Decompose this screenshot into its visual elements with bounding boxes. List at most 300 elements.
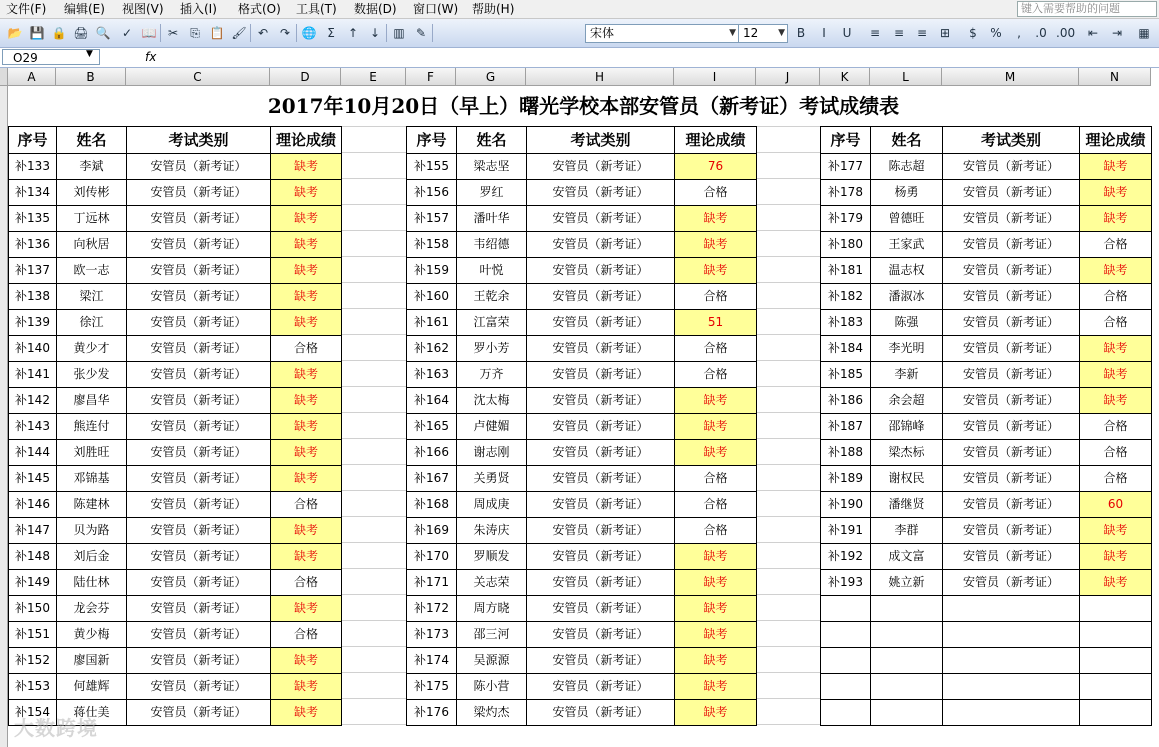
table-cell[interactable]: 安管员（新考证）: [942, 387, 1080, 414]
menu-1[interactable]: 文件(F): [6, 2, 47, 16]
table-cell[interactable]: 梁杰标: [870, 439, 943, 466]
table-cell[interactable]: 王乾余: [456, 283, 527, 310]
empty-cell[interactable]: [1079, 647, 1152, 674]
score-cell[interactable]: 缺考: [674, 595, 757, 622]
table-cell[interactable]: 补168: [406, 491, 457, 518]
table-cell[interactable]: 安管员（新考证）: [126, 673, 271, 700]
table-cell[interactable]: 补176: [406, 699, 457, 726]
spelling-icon[interactable]: ✓: [121, 26, 133, 40]
table-cell[interactable]: 补169: [406, 517, 457, 544]
table-cell[interactable]: 潘继贤: [870, 491, 943, 518]
table-cell[interactable]: 温志权: [870, 257, 943, 284]
menu-2[interactable]: 编辑(E): [64, 2, 105, 16]
table-cell[interactable]: 谢权民: [870, 465, 943, 492]
table-cell[interactable]: 补134: [8, 179, 57, 206]
table-cell[interactable]: 补162: [406, 335, 457, 362]
table-cell[interactable]: 安管员（新考证）: [526, 673, 675, 700]
table-cell[interactable]: 安管员（新考证）: [942, 465, 1080, 492]
table-cell[interactable]: 江富荣: [456, 309, 527, 336]
table-cell[interactable]: 徐江: [56, 309, 127, 336]
table-cell[interactable]: 补159: [406, 257, 457, 284]
align-right-icon[interactable]: ≡: [916, 26, 928, 40]
score-cell[interactable]: 合格: [1079, 465, 1152, 492]
table-cell[interactable]: 安管员（新考证）: [126, 595, 271, 622]
column-header-J[interactable]: J: [756, 68, 820, 86]
score-cell[interactable]: 缺考: [1079, 387, 1152, 414]
column-header-H[interactable]: H: [526, 68, 674, 86]
table-cell[interactable]: 陈建林: [56, 491, 127, 518]
table-cell[interactable]: 李新: [870, 361, 943, 388]
empty-cell[interactable]: [870, 647, 943, 674]
table-cell[interactable]: 安管员（新考证）: [526, 517, 675, 544]
name-box-dropdown-icon[interactable]: ▼: [86, 49, 93, 59]
open-icon[interactable]: 📂: [7, 26, 23, 40]
table-cell[interactable]: 罗小芳: [456, 335, 527, 362]
table-cell[interactable]: 补175: [406, 673, 457, 700]
decrease-indent-icon[interactable]: ⇤: [1087, 26, 1099, 40]
table-cell[interactable]: 补189: [820, 465, 871, 492]
table-cell[interactable]: 李群: [870, 517, 943, 544]
table-cell[interactable]: 安管员（新考证）: [526, 699, 675, 726]
table-cell[interactable]: 安管员（新考证）: [126, 205, 271, 232]
table-cell[interactable]: 补179: [820, 205, 871, 232]
table-cell[interactable]: 安管员（新考证）: [526, 465, 675, 492]
table-cell[interactable]: 成文富: [870, 543, 943, 570]
score-cell[interactable]: 缺考: [1079, 517, 1152, 544]
empty-cell[interactable]: [942, 647, 1080, 674]
format-painter-icon[interactable]: 🖌: [231, 26, 247, 40]
empty-cell[interactable]: [870, 699, 943, 726]
score-cell[interactable]: 合格: [1079, 283, 1152, 310]
score-cell[interactable]: 缺考: [270, 179, 342, 206]
table-cell[interactable]: 补180: [820, 231, 871, 258]
score-cell[interactable]: 合格: [1079, 309, 1152, 336]
table-cell[interactable]: 安管员（新考证）: [942, 543, 1080, 570]
table-cell[interactable]: 补156: [406, 179, 457, 206]
table-cell[interactable]: 补143: [8, 413, 57, 440]
score-cell[interactable]: 缺考: [1079, 257, 1152, 284]
score-cell[interactable]: 缺考: [1079, 569, 1152, 596]
increase-decimal-icon[interactable]: .0: [1035, 26, 1047, 40]
table-cell[interactable]: 陈志超: [870, 153, 943, 180]
autosum-icon[interactable]: Σ: [327, 26, 335, 40]
table-cell[interactable]: 万齐: [456, 361, 527, 388]
table-cell[interactable]: 安管员（新考证）: [942, 283, 1080, 310]
align-center-icon[interactable]: ≡: [893, 26, 905, 40]
table-cell[interactable]: 安管员（新考证）: [942, 439, 1080, 466]
empty-cell[interactable]: [1079, 699, 1152, 726]
table-cell[interactable]: 补139: [8, 309, 57, 336]
table-cell[interactable]: 丁远林: [56, 205, 127, 232]
score-cell[interactable]: 缺考: [674, 413, 757, 440]
score-cell[interactable]: 缺考: [674, 257, 757, 284]
empty-cell[interactable]: [942, 595, 1080, 622]
column-header-C[interactable]: C: [126, 68, 270, 86]
table-cell[interactable]: 刘胜旺: [56, 439, 127, 466]
empty-cell[interactable]: [870, 673, 943, 700]
table-cell[interactable]: 安管员（新考证）: [526, 569, 675, 596]
table-cell[interactable]: 安管员（新考证）: [526, 387, 675, 414]
menu-4[interactable]: 插入(I): [180, 2, 217, 16]
table-cell[interactable]: 补138: [8, 283, 57, 310]
table-cell[interactable]: 余会超: [870, 387, 943, 414]
table-cell[interactable]: 姚立新: [870, 569, 943, 596]
table-cell[interactable]: 周方晓: [456, 595, 527, 622]
table-cell[interactable]: 安管员（新考证）: [126, 153, 271, 180]
column-header-E[interactable]: E: [341, 68, 406, 86]
score-cell[interactable]: 缺考: [270, 699, 342, 726]
score-cell[interactable]: 缺考: [674, 673, 757, 700]
score-cell[interactable]: 缺考: [674, 647, 757, 674]
table-cell[interactable]: 补161: [406, 309, 457, 336]
score-cell[interactable]: 缺考: [270, 647, 342, 674]
table-cell[interactable]: 罗红: [456, 179, 527, 206]
table-cell[interactable]: 补135: [8, 205, 57, 232]
table-cell[interactable]: 补140: [8, 335, 57, 362]
table-cell[interactable]: 补136: [8, 231, 57, 258]
paste-icon[interactable]: 📋: [209, 26, 225, 40]
score-cell[interactable]: 缺考: [270, 309, 342, 336]
comma-icon[interactable]: ,: [1017, 26, 1021, 40]
column-header-A[interactable]: A: [8, 68, 56, 86]
table-cell[interactable]: 安管员（新考证）: [526, 231, 675, 258]
table-cell[interactable]: 李斌: [56, 153, 127, 180]
score-cell[interactable]: 缺考: [270, 257, 342, 284]
table-cell[interactable]: 安管员（新考证）: [126, 361, 271, 388]
score-cell[interactable]: 缺考: [270, 673, 342, 700]
score-cell[interactable]: 缺考: [674, 543, 757, 570]
table-cell[interactable]: 关勇贤: [456, 465, 527, 492]
table-cell[interactable]: 补186: [820, 387, 871, 414]
save-icon[interactable]: 💾: [29, 26, 45, 40]
table-cell[interactable]: 安管员（新考证）: [526, 413, 675, 440]
table-cell[interactable]: 补152: [8, 647, 57, 674]
table-cell[interactable]: 安管员（新考证）: [526, 361, 675, 388]
score-cell[interactable]: 缺考: [270, 413, 342, 440]
table-cell[interactable]: 补158: [406, 231, 457, 258]
table-cell[interactable]: 安管员（新考证）: [126, 621, 271, 648]
redo-icon[interactable]: ↷: [279, 26, 291, 40]
table-cell[interactable]: 补184: [820, 335, 871, 362]
score-cell[interactable]: 缺考: [270, 205, 342, 232]
table-cell[interactable]: 黄少梅: [56, 621, 127, 648]
table-cell[interactable]: 沈太梅: [456, 387, 527, 414]
fx-icon[interactable]: fx: [145, 50, 157, 64]
menu-6[interactable]: 工具(T): [296, 2, 337, 16]
table-cell[interactable]: 安管员（新考证）: [126, 465, 271, 492]
merge-center-icon[interactable]: ⊞: [939, 26, 951, 40]
table-cell[interactable]: 补181: [820, 257, 871, 284]
help-search-input[interactable]: 键入需要帮助的问题: [1017, 1, 1157, 17]
score-cell[interactable]: 合格: [270, 569, 342, 596]
table-cell[interactable]: 安管员（新考证）: [942, 491, 1080, 518]
table-cell[interactable]: 安管员（新考证）: [526, 283, 675, 310]
empty-cell[interactable]: [1079, 621, 1152, 648]
table-cell[interactable]: 安管员（新考证）: [526, 621, 675, 648]
table-cell[interactable]: 安管员（新考证）: [942, 517, 1080, 544]
empty-cell[interactable]: [820, 673, 871, 700]
table-cell[interactable]: 补167: [406, 465, 457, 492]
score-cell[interactable]: 合格: [1079, 231, 1152, 258]
empty-cell[interactable]: [870, 621, 943, 648]
undo-icon[interactable]: ↶: [257, 26, 269, 40]
table-cell[interactable]: 安管员（新考证）: [942, 361, 1080, 388]
table-cell[interactable]: 王家武: [870, 231, 943, 258]
table-cell[interactable]: 朱涛庆: [456, 517, 527, 544]
score-cell[interactable]: 缺考: [270, 361, 342, 388]
score-cell[interactable]: 76: [674, 153, 757, 180]
table-cell[interactable]: 熊连付: [56, 413, 127, 440]
table-cell[interactable]: 潘淑冰: [870, 283, 943, 310]
table-cell[interactable]: 张少发: [56, 361, 127, 388]
cut-icon[interactable]: ✂: [167, 26, 179, 40]
table-cell[interactable]: 谢志刚: [456, 439, 527, 466]
empty-cell[interactable]: [870, 595, 943, 622]
empty-cell[interactable]: [820, 621, 871, 648]
currency-icon[interactable]: $: [969, 26, 977, 40]
table-cell[interactable]: 安管员（新考证）: [942, 205, 1080, 232]
table-cell[interactable]: 安管员（新考证）: [942, 153, 1080, 180]
italic-icon[interactable]: I: [822, 26, 826, 40]
table-cell[interactable]: 安管员（新考证）: [126, 335, 271, 362]
table-cell[interactable]: 安管员（新考证）: [126, 543, 271, 570]
score-cell[interactable]: 合格: [674, 179, 757, 206]
table-cell[interactable]: 安管员（新考证）: [126, 413, 271, 440]
score-cell[interactable]: 缺考: [270, 517, 342, 544]
score-cell[interactable]: 合格: [1079, 439, 1152, 466]
empty-cell[interactable]: [1079, 673, 1152, 700]
score-cell[interactable]: 缺考: [674, 439, 757, 466]
score-cell[interactable]: 合格: [674, 465, 757, 492]
empty-cell[interactable]: [1079, 595, 1152, 622]
score-cell[interactable]: 合格: [674, 335, 757, 362]
table-cell[interactable]: 安管员（新考证）: [942, 335, 1080, 362]
table-cell[interactable]: 补166: [406, 439, 457, 466]
table-cell[interactable]: 补190: [820, 491, 871, 518]
column-header-L[interactable]: L: [870, 68, 942, 86]
score-cell[interactable]: 缺考: [270, 439, 342, 466]
score-cell[interactable]: 缺考: [1079, 153, 1152, 180]
table-cell[interactable]: 安管员（新考证）: [942, 257, 1080, 284]
score-cell[interactable]: 缺考: [674, 569, 757, 596]
borders-icon[interactable]: ▦: [1138, 26, 1150, 40]
empty-cell[interactable]: [820, 647, 871, 674]
table-cell[interactable]: 安管员（新考证）: [526, 595, 675, 622]
table-cell[interactable]: 补163: [406, 361, 457, 388]
table-cell[interactable]: 补185: [820, 361, 871, 388]
table-cell[interactable]: 韦绍德: [456, 231, 527, 258]
table-cell[interactable]: 补173: [406, 621, 457, 648]
table-cell[interactable]: 安管员（新考证）: [126, 387, 271, 414]
table-cell[interactable]: 补141: [8, 361, 57, 388]
empty-cell[interactable]: [942, 673, 1080, 700]
score-cell[interactable]: 缺考: [1079, 179, 1152, 206]
sort-asc-icon[interactable]: ↑: [347, 26, 359, 40]
score-cell[interactable]: 缺考: [674, 621, 757, 648]
table-cell[interactable]: 何雄辉: [56, 673, 127, 700]
research-icon[interactable]: 📖: [141, 26, 157, 40]
table-cell[interactable]: 补157: [406, 205, 457, 232]
table-cell[interactable]: 补178: [820, 179, 871, 206]
column-header-B[interactable]: B: [56, 68, 126, 86]
table-cell[interactable]: 欧一志: [56, 257, 127, 284]
score-cell[interactable]: 缺考: [674, 205, 757, 232]
table-cell[interactable]: 潘叶华: [456, 205, 527, 232]
score-cell[interactable]: 缺考: [270, 595, 342, 622]
table-cell[interactable]: 曾德旺: [870, 205, 943, 232]
table-cell[interactable]: 补170: [406, 543, 457, 570]
table-cell[interactable]: 安管员（新考证）: [942, 309, 1080, 336]
score-cell[interactable]: 缺考: [1079, 335, 1152, 362]
table-cell[interactable]: 安管员（新考证）: [526, 543, 675, 570]
table-cell[interactable]: 陈小营: [456, 673, 527, 700]
table-cell[interactable]: 陆仕林: [56, 569, 127, 596]
table-cell[interactable]: 安管员（新考证）: [942, 413, 1080, 440]
score-cell[interactable]: 合格: [674, 361, 757, 388]
table-cell[interactable]: 叶悦: [456, 257, 527, 284]
score-cell[interactable]: 缺考: [1079, 543, 1152, 570]
table-cell[interactable]: 安管员（新考证）: [126, 699, 271, 726]
align-left-icon[interactable]: ≡: [869, 26, 881, 40]
table-cell[interactable]: 安管员（新考证）: [126, 439, 271, 466]
menu-7[interactable]: 数据(D): [354, 2, 397, 16]
table-cell[interactable]: 向秋居: [56, 231, 127, 258]
table-cell[interactable]: 梁灼杰: [456, 699, 527, 726]
increase-indent-icon[interactable]: ⇥: [1111, 26, 1123, 40]
score-cell[interactable]: 缺考: [674, 387, 757, 414]
score-cell[interactable]: 51: [674, 309, 757, 336]
menu-9[interactable]: 帮助(H): [472, 2, 515, 16]
table-cell[interactable]: 安管员（新考证）: [526, 205, 675, 232]
empty-cell[interactable]: [942, 699, 1080, 726]
table-cell[interactable]: 补193: [820, 569, 871, 596]
table-cell[interactable]: 补160: [406, 283, 457, 310]
table-cell[interactable]: 补133: [8, 153, 57, 180]
table-cell[interactable]: 补151: [8, 621, 57, 648]
table-cell[interactable]: 安管员（新考证）: [126, 257, 271, 284]
table-cell[interactable]: 廖国新: [56, 647, 127, 674]
hyperlink-icon[interactable]: 🌐: [301, 26, 317, 40]
table-cell[interactable]: 刘后金: [56, 543, 127, 570]
table-cell[interactable]: 补183: [820, 309, 871, 336]
table-cell[interactable]: 梁江: [56, 283, 127, 310]
table-cell[interactable]: 安管员（新考证）: [526, 439, 675, 466]
menu-5[interactable]: 格式(O): [238, 2, 281, 16]
table-cell[interactable]: 邵锦峰: [870, 413, 943, 440]
empty-cell[interactable]: [820, 595, 871, 622]
column-header-K[interactable]: K: [820, 68, 870, 86]
table-cell[interactable]: 补142: [8, 387, 57, 414]
score-cell[interactable]: 缺考: [270, 387, 342, 414]
table-cell[interactable]: 李光明: [870, 335, 943, 362]
table-cell[interactable]: 补164: [406, 387, 457, 414]
table-cell[interactable]: 安管员（新考证）: [126, 231, 271, 258]
font-size-select[interactable]: [738, 24, 788, 43]
table-cell[interactable]: 周成庚: [456, 491, 527, 518]
score-cell[interactable]: 缺考: [674, 231, 757, 258]
table-cell[interactable]: 安管员（新考证）: [126, 569, 271, 596]
table-cell[interactable]: 补146: [8, 491, 57, 518]
table-cell[interactable]: 安管员（新考证）: [126, 647, 271, 674]
chart-icon[interactable]: ▥: [393, 26, 405, 40]
score-cell[interactable]: 缺考: [270, 231, 342, 258]
drawing-icon[interactable]: ✎: [415, 26, 427, 40]
bold-icon[interactable]: B: [796, 26, 806, 40]
column-header-D[interactable]: D: [270, 68, 341, 86]
score-cell[interactable]: 缺考: [674, 699, 757, 726]
table-cell[interactable]: 安管员（新考证）: [526, 257, 675, 284]
table-cell[interactable]: 补154: [8, 699, 57, 726]
table-cell[interactable]: 补165: [406, 413, 457, 440]
menu-8[interactable]: 窗口(W): [413, 2, 459, 16]
score-cell[interactable]: 合格: [1079, 413, 1152, 440]
column-header-N[interactable]: N: [1079, 68, 1151, 86]
table-cell[interactable]: 卢健媚: [456, 413, 527, 440]
table-cell[interactable]: 安管员（新考证）: [526, 153, 675, 180]
print-icon[interactable]: 🖨: [73, 26, 89, 40]
table-cell[interactable]: 补147: [8, 517, 57, 544]
table-cell[interactable]: 邵三河: [456, 621, 527, 648]
table-cell[interactable]: 补182: [820, 283, 871, 310]
score-cell[interactable]: 合格: [674, 283, 757, 310]
score-cell[interactable]: 缺考: [270, 283, 342, 310]
empty-cell[interactable]: [820, 699, 871, 726]
table-cell[interactable]: 补150: [8, 595, 57, 622]
select-all-corner[interactable]: [0, 68, 8, 86]
table-cell[interactable]: 邓锦基: [56, 465, 127, 492]
table-cell[interactable]: 安管员（新考证）: [526, 335, 675, 362]
table-cell[interactable]: 梁志坚: [456, 153, 527, 180]
table-cell[interactable]: 罗顺发: [456, 543, 527, 570]
table-cell[interactable]: 补149: [8, 569, 57, 596]
table-cell[interactable]: 龙会芬: [56, 595, 127, 622]
table-cell[interactable]: 安管员（新考证）: [526, 309, 675, 336]
table-cell[interactable]: 补171: [406, 569, 457, 596]
table-cell[interactable]: 安管员（新考证）: [126, 283, 271, 310]
table-cell[interactable]: 安管员（新考证）: [942, 179, 1080, 206]
table-cell[interactable]: 刘传彬: [56, 179, 127, 206]
score-cell[interactable]: 合格: [270, 491, 342, 518]
score-cell[interactable]: 缺考: [270, 465, 342, 492]
score-cell[interactable]: 合格: [270, 335, 342, 362]
table-cell[interactable]: 安管员（新考证）: [126, 309, 271, 336]
table-cell[interactable]: 安管员（新考证）: [526, 179, 675, 206]
table-cell[interactable]: 蒋仕美: [56, 699, 127, 726]
column-header-I[interactable]: I: [674, 68, 756, 86]
table-cell[interactable]: 补144: [8, 439, 57, 466]
table-cell[interactable]: 安管员（新考证）: [526, 647, 675, 674]
column-header-M[interactable]: M: [942, 68, 1079, 86]
table-cell[interactable]: 安管员（新考证）: [942, 231, 1080, 258]
table-cell[interactable]: 补174: [406, 647, 457, 674]
table-cell[interactable]: 黄少才: [56, 335, 127, 362]
score-cell[interactable]: 缺考: [270, 153, 342, 180]
sort-desc-icon[interactable]: ↓: [369, 26, 381, 40]
table-cell[interactable]: 安管员（新考证）: [126, 179, 271, 206]
copy-icon[interactable]: ⎘: [190, 26, 200, 40]
table-cell[interactable]: 补172: [406, 595, 457, 622]
table-cell[interactable]: 补188: [820, 439, 871, 466]
percent-icon[interactable]: %: [990, 26, 1002, 40]
score-cell[interactable]: 60: [1079, 491, 1152, 518]
column-header-G[interactable]: G: [456, 68, 526, 86]
score-cell[interactable]: 缺考: [1079, 205, 1152, 232]
underline-icon[interactable]: U: [842, 26, 852, 40]
empty-cell[interactable]: [942, 621, 1080, 648]
score-cell[interactable]: 缺考: [1079, 361, 1152, 388]
name-box[interactable]: O29: [2, 49, 100, 65]
table-cell[interactable]: 陈强: [870, 309, 943, 336]
